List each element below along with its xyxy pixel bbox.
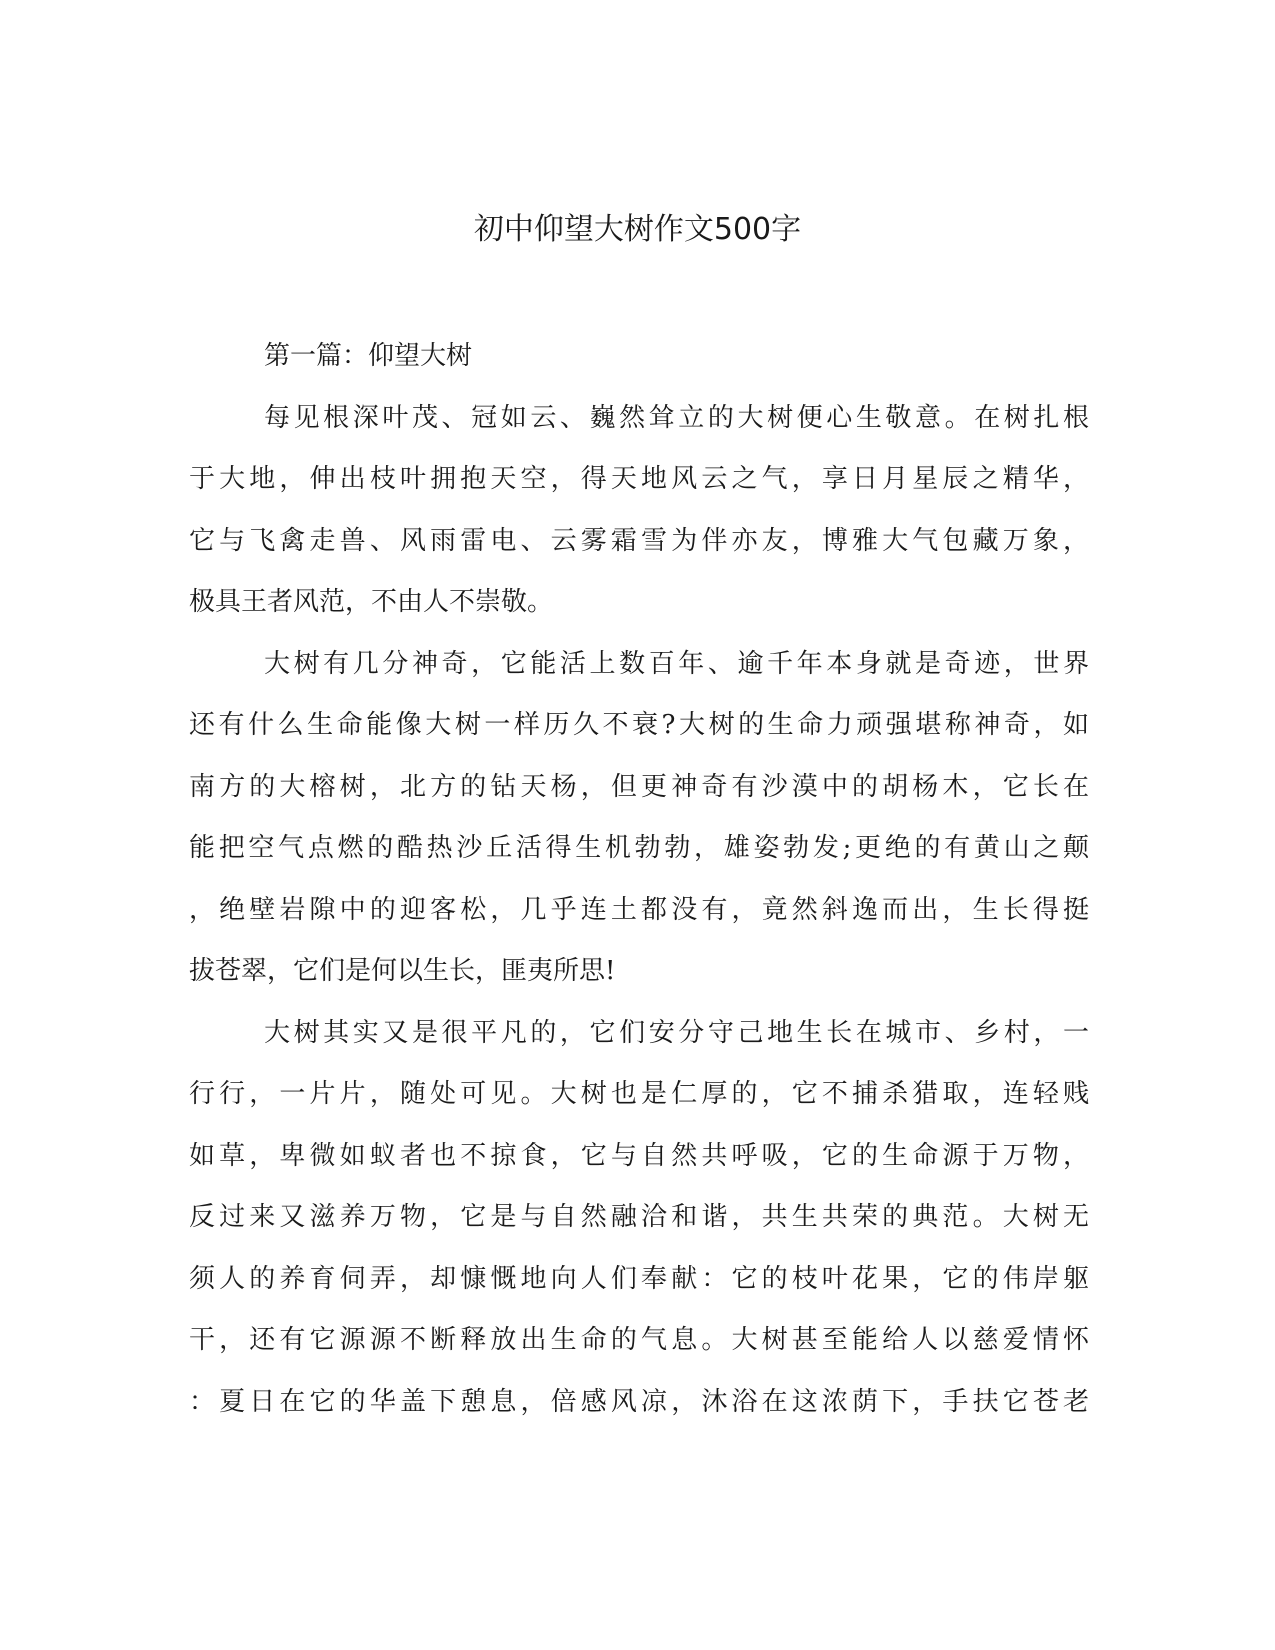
paragraph-line: 大树有几分神奇，它能活上数百年、逾千年本身就是奇迹，世界: [264, 648, 1089, 679]
paragraph-line: 须人的养育伺弄，却慷慨地向人们奉献：它的枝叶花果，它的伟岸躯: [189, 1263, 1089, 1294]
paragraph-line: ：夏日在它的华盖下憩息，倍感风凉，沐浴在这浓荫下，手扶它苍老: [189, 1386, 1089, 1417]
paragraph-line: 反过来又滋养万物，它是与自然融洽和谐，共生共荣的典范。大树无: [189, 1202, 1089, 1232]
paragraph-line: 南方的大榕树，北方的钻天杨，但更神奇有沙漠中的胡杨木，它长在: [189, 771, 1089, 802]
section-heading: 第一篇：仰望大树: [264, 341, 473, 371]
paragraph-line: 能把空气点燃的酷热沙丘活得生机勃勃，雄姿勃发;更绝的有黄山之颠: [189, 833, 1089, 863]
paragraph-line: 行行，一片片，随处可见。大树也是仁厚的，它不捕杀猎取，连轻贱: [189, 1079, 1089, 1109]
paragraph-line: 于大地，伸出枝叶拥抱天空，得天地风云之气，享日月星辰之精华，: [189, 464, 1089, 494]
paragraph-line: 拔苍翠，它们是何以生长，匪夷所思!: [189, 956, 616, 986]
paragraph-line: 大树其实又是很平凡的，它们安分守己地生长在城市、乡村，一: [264, 1017, 1089, 1048]
paragraph-line: 极具王者风范，不由人不崇敬。: [189, 587, 554, 617]
document-body: [189, 326, 1089, 1433]
paragraph-line: 如草，卑微如蚁者也不掠食，它与自然共呼吸，它的生命源于万物，: [189, 1140, 1089, 1171]
paragraph-line: ，绝壁岩隙中的迎客松，几乎连土都没有，竟然斜逸而出，生长得挺: [189, 894, 1089, 925]
paragraph-line: 干，还有它源源不断释放出生命的气息。大树甚至能给人以慈爱情怀: [189, 1325, 1089, 1355]
document-title: 初中仰望大树作文500字: [473, 212, 802, 247]
paragraph-line: 每见根深叶茂、冠如云、巍然耸立的大树便心生敬意。在树扎根: [264, 402, 1089, 433]
paragraph-line: 它与飞禽走兽、风雨雷电、云雾霜雪为伴亦友，博雅大气包藏万象，: [189, 525, 1089, 556]
paragraph-line: 还有什么生命能像大树一样历久不衰?大树的生命力顽强堪称神奇，如: [189, 710, 1089, 740]
